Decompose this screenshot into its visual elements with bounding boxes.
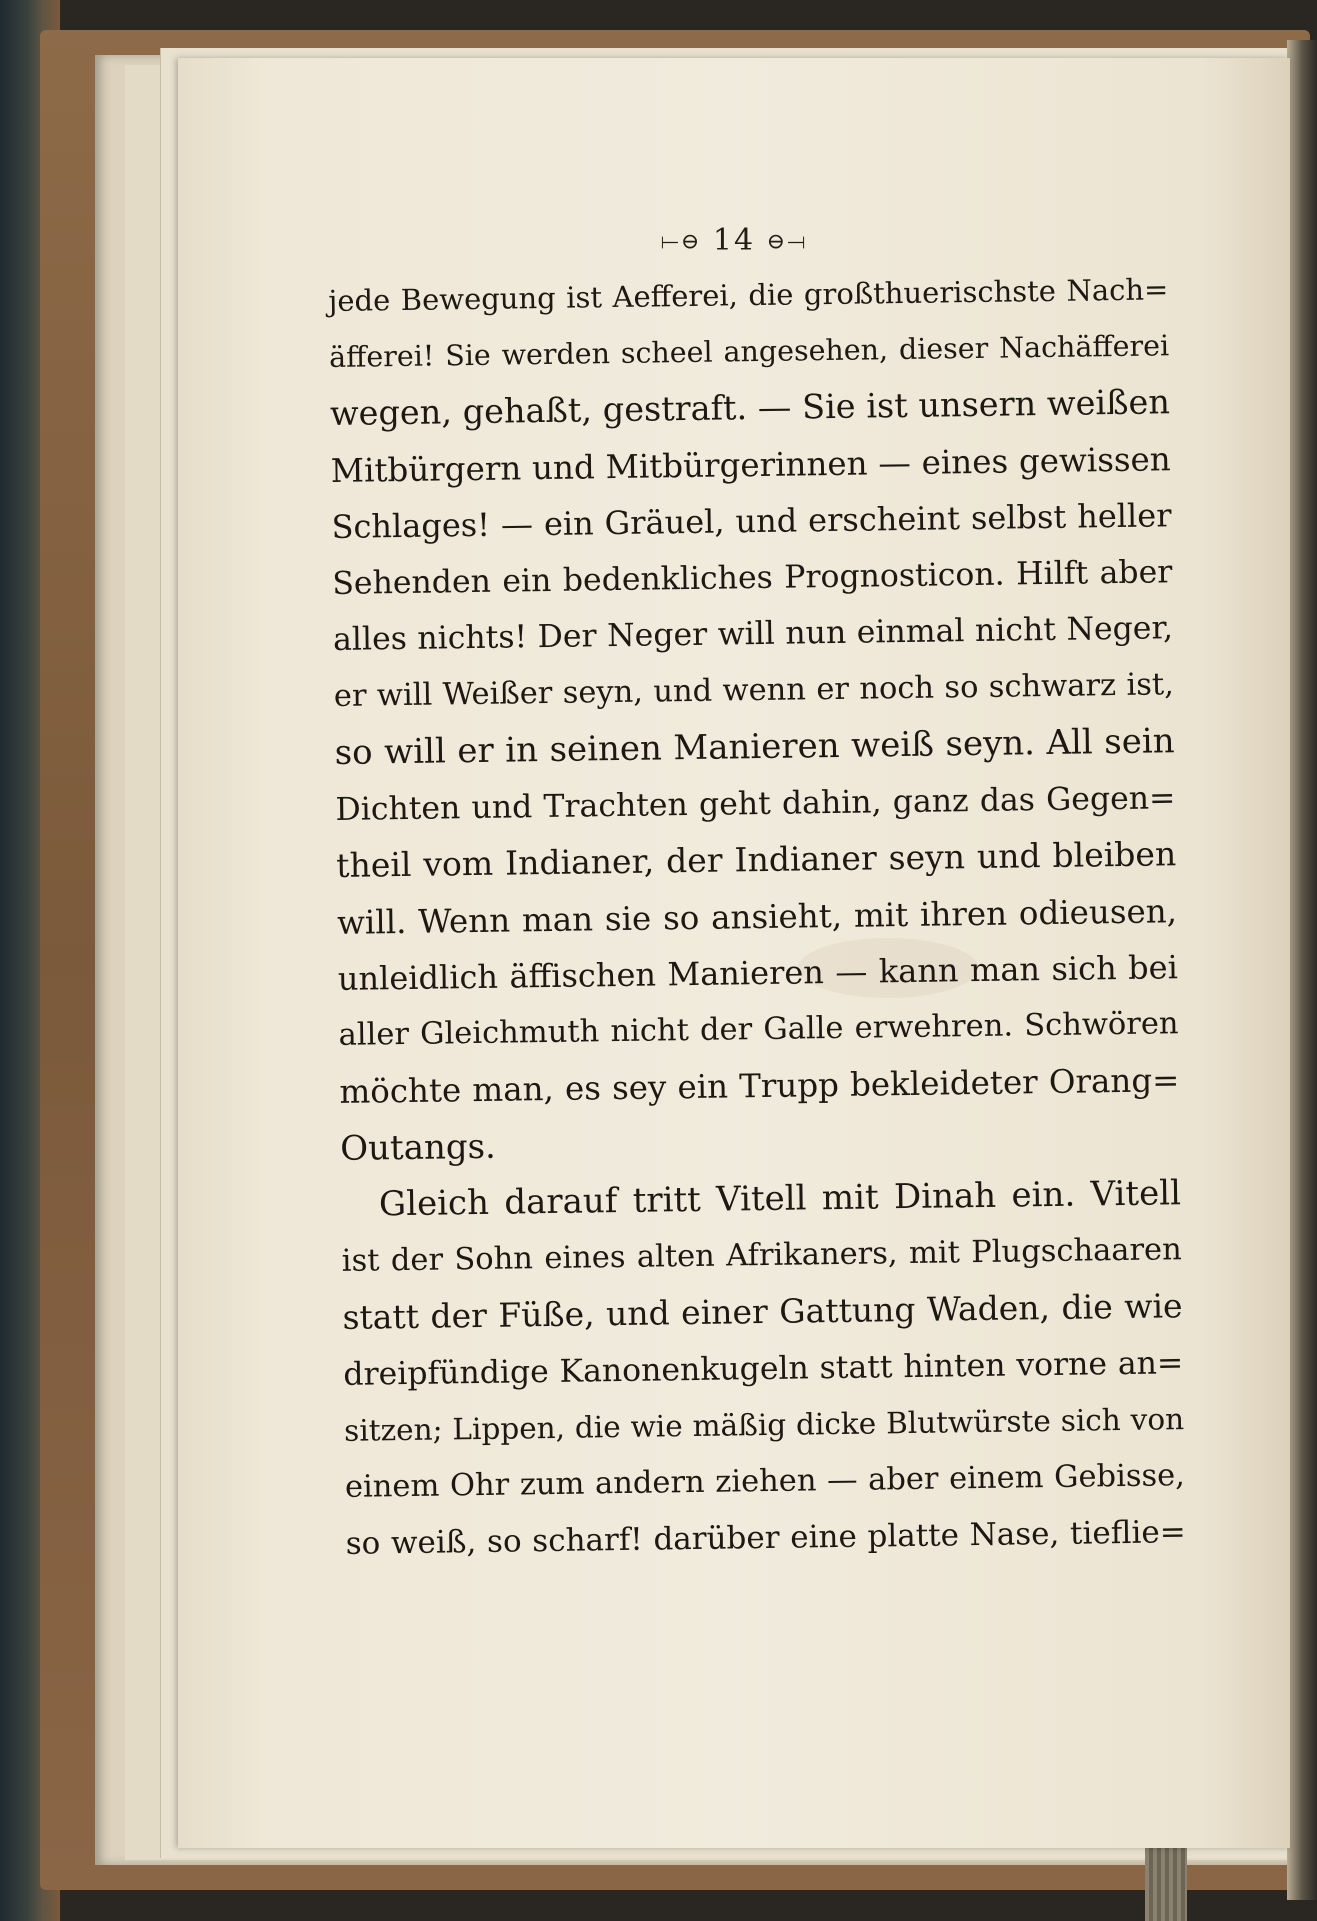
text-line: dreipfündige Kanonenkugeln statt hinten vorne an=: [343, 1344, 1184, 1393]
text-line: möchte man, es sey ein Trupp bekleideter Orang=: [339, 1061, 1180, 1111]
text-line: er will Weißer seyn, und wenn er noch so schwarz ist,: [333, 666, 1175, 714]
text-line: Gleich darauf tritt Vitell mit Dinah ein. Vitell: [378, 1173, 1182, 1225]
page-number: [178, 223, 1290, 258]
text-line: aller Gleichmuth nicht der Galle erwehren. Schwören: [338, 1005, 1179, 1053]
body-text: [328, 261, 1186, 1572]
text-line: alles nichts! Der Neger will nun einmal nicht Neger,: [332, 610, 1174, 658]
ornament-right-icon: ⊖⟞: [766, 229, 808, 255]
ribbon-bookmark: [1145, 1840, 1187, 1921]
text-line: will. Wenn man sie so ansieht, mit ihren odieusen,: [336, 891, 1178, 942]
text-line: so will er in seinen Manieren weiß seyn. All sein: [334, 721, 1175, 773]
text-line: ist der Sohn eines alten Afrikaners, mit Plugschaaren: [341, 1231, 1182, 1279]
text-line: Sehenden ein bedenkliches Prognosticon. Hilft aber: [332, 553, 1173, 602]
page-number-value: 14: [712, 223, 756, 258]
ornament-left-icon: ⟝⊖: [660, 229, 702, 255]
text-line: theil vom Indianer, der Indianer seyn und bleiben: [336, 834, 1177, 885]
text-line: Dichten und Trachten geht dahin, ganz das Gegen=: [335, 779, 1176, 828]
text-line: so weiß, so scharf! darüber eine platte Nase, tieflie=: [345, 1514, 1186, 1562]
text-line: sitzen; Lippen, die wie mäßig dicke Blutwürste sich von: [343, 1402, 1185, 1448]
text-line: Outangs.: [339, 1126, 497, 1169]
text-line: jede Bewegung ist Aefferei, die großthuerischste Nach=: [328, 272, 1169, 318]
book-page: [178, 58, 1290, 1848]
text-line: statt der Füße, und einer Gattung Waden, die wie: [342, 1286, 1183, 1337]
text-line: wegen, gehaßt, gestraft. — Sie ist unsern weißen: [329, 382, 1171, 433]
text-line: Schlages! — ein Gräuel, und erscheint selbst heller: [331, 496, 1172, 546]
text-line: unleidlich äffischen Manieren — kann man sich bei: [337, 948, 1179, 998]
text-line: Mitbürgern und Mitbürgerinnen — eines gewissen: [330, 439, 1171, 490]
text-line: einem Ohr zum andern ziehen — aber einem Gebisse,: [344, 1457, 1186, 1505]
text-line: äfferei! Sie werden scheel angesehen, dieser Nachäfferei: [328, 328, 1170, 374]
facing-page-edge: [1287, 40, 1317, 1900]
